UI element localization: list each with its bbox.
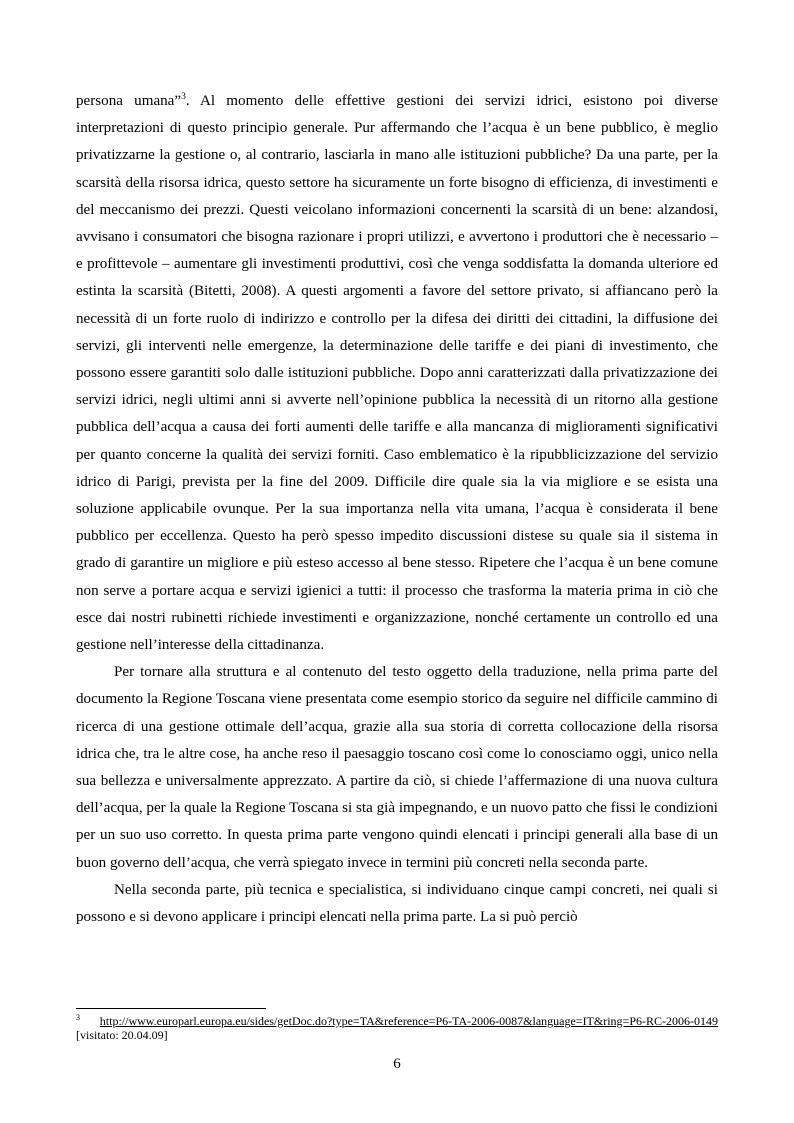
footnote-separator: [76, 1008, 266, 1009]
page-number: 6: [393, 1056, 401, 1072]
paragraph-1-rest: . Al momento delle effettive gestioni dei servizi idrici, esistono poi diverse interpretazioni di questo principio generale. Pur affermando che l’acqua è un bene pubblico, è meglio privatizzarne la gestione o, al contrario, lasciarla in mano alle istituzioni pubbliche? Da una parte, per la scarsità della risorsa idrica, questo settore ha sicuramente un forte bisogno di efficienza, di investimenti e del meccanismo dei prezzi. Questi veicolano informazioni concernenti la scarsità di un bene: alzandosi, avvisano i consumatori che bisogna razionare i propri utilizzi, e avvertono i produttori che è necessario – e profittevole – aumentare gli investimenti produttivi, così che venga soddisfatta la domanda ulteriore ed estinta la scarsità (Bitetti, 2008). A questi argomenti a favore del settore privato, si affiancano però la necessità di un forte ruolo di indirizzo e controllo per la difesa dei diritti dei cittadini, la diffusione dei servizi, gli interventi nelle emergenze, la determinazione delle tariffe e dei piani di investimento, che possono essere garantiti solo dalle istituzioni pubbliche. Dopo anni caratterizzati dalla privatizzazione dei servizi idrici, negli ultimi anni si avverte nell’opinione pubblica la necessità di un ritorno alla gestione pubblica dell’acqua a causa dei forti aumenti delle tariffe e alla mancanza di miglioramenti significativi per quanto concerne la qualità dei servizi forniti. Caso emblematico è la ripubblicizzazione del servizio idrico di Parigi, prevista per la fine del 2009. Difficile dire quale sia la via migliore e se esista una soluzione applicabile ovunque. Per la sua importanza nella vita umana, l’acqua è considerata il bene pubblico per eccellenza. Questo ha però spesso impedito discussioni distese su quale sia il sistema in grado di garantire un migliore e più esteso accesso al bene stesso. Ripetere che l’acqua è un bene comune non serve a portare acqua e servizi igienici a tutti: il processo che trasforma la materia prima in ciò che esce dai nostri rubinetti richiede investimenti e organizzazione, nonché certamente un controllo ed una gestione nell’interesse della cittadinanza.: [76, 93, 718, 654]
paragraph-1-start: persona umana”: [76, 93, 182, 109]
footnote-reference: 3: [181, 92, 186, 102]
footnote-number: 3: [76, 1013, 80, 1022]
footnote: [76, 1014, 718, 1042]
paragraph-2: Per tornare alla struttura e al contenuto del testo oggetto della traduzione, nella prima parte del documento la Regione Toscana viene presentata come esempio storico da seguire nel difficile cammino di ricerca di una gestione ottimale dell’acqua, grazie alla sua storia di corretta collocazione della risorsa idrica che, tra le altre cose, ha anche reso il paesaggio toscano così come lo conosciamo oggi, unico nella sua bellezza e universalmente apprezzato. A partire da ciò, si chiede l’affermazione di una nuova cultura dell’acqua, per la quale la Regione Toscana si sta già impegnando, e un nuovo patto che fissi le condizioni per un suo uso corretto. In questa prima parte vengono quindi elencati i principi generali alla base di un buon governo dell’acqua, che verrà spiegato invece in termini più concreti nella seconda parte.: [76, 664, 718, 871]
footnote-link[interactable]: http://www.europarl.europa.eu/sides/getDoc.do?type=TA&reference=P6-TA-2006-0087&language=IT&ring=P6-RC-2006-0149: [99, 1014, 718, 1028]
paragraph-3: Nella seconda parte, più tecnica e specialistica, si individuano cinque campi concreti, nei quali si possono e si devono applicare i principi elencati nella prima parte. La si può perciò: [76, 881, 718, 926]
paragraph-1: [76, 88, 718, 659]
body-text: [76, 88, 718, 931]
footnote-visited-date: [visitato: 20.04.09]: [76, 1028, 168, 1042]
